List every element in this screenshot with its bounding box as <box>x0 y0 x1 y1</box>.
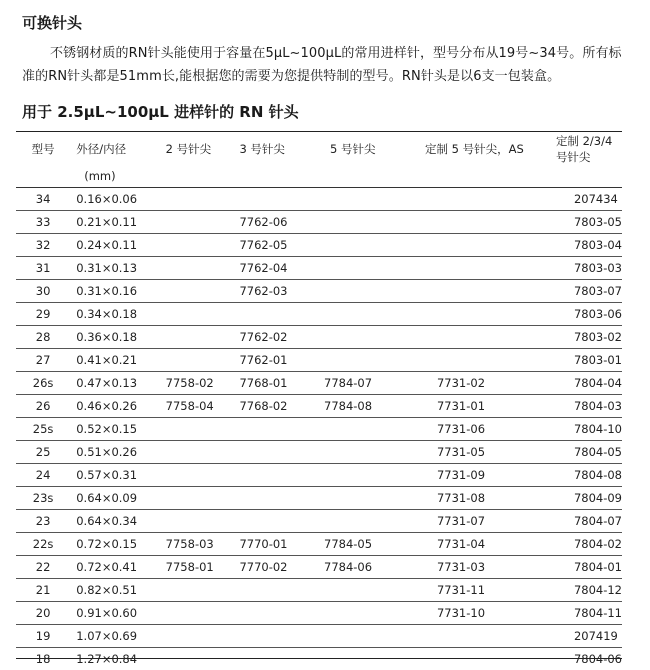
cell-od-id: 0.51×0.26 <box>70 441 159 464</box>
cell-custom-tip-5-as: 7731-03 <box>417 556 548 579</box>
cell-custom-tip-234: 7803-07 <box>548 280 622 303</box>
cell-tip-5 <box>318 234 417 257</box>
cell-tip-2 <box>160 579 234 602</box>
cell-tip-5 <box>318 625 417 648</box>
cell-tip-3: 7770-02 <box>233 556 318 579</box>
cell-od-id: 0.64×0.09 <box>70 487 159 510</box>
page-title: 可换针头 <box>22 14 83 32</box>
cell-tip-3 <box>233 188 318 211</box>
cell-tip-5 <box>318 464 417 487</box>
cell-model: 22s <box>16 533 70 556</box>
header-unit-row <box>16 165 622 188</box>
cell-tip-2: 7758-01 <box>160 556 234 579</box>
cell-tip-3: 7762-06 <box>233 211 318 234</box>
cell-custom-tip-234: 7804-11 <box>548 602 622 625</box>
cell-custom-tip-5-as: 7731-07 <box>417 510 548 533</box>
cell-tip-3 <box>233 602 318 625</box>
table-top-rule <box>16 131 622 132</box>
cell-tip-5 <box>318 326 417 349</box>
table-row <box>16 395 622 418</box>
cell-custom-tip-5-as: 7731-06 <box>417 418 548 441</box>
table-body <box>16 188 622 670</box>
cell-od-id: 0.82×0.51 <box>70 579 159 602</box>
cell-tip-3 <box>233 464 318 487</box>
table-header <box>16 133 622 188</box>
cell-od-id: 0.16×0.06 <box>70 188 159 211</box>
header-row <box>16 133 622 165</box>
cell-od-id: 0.91×0.60 <box>70 602 159 625</box>
cell-tip-2 <box>160 441 234 464</box>
table-row <box>16 303 622 326</box>
cell-tip-2 <box>160 625 234 648</box>
cell-custom-tip-5-as <box>417 349 548 372</box>
cell-custom-tip-5-as <box>417 280 548 303</box>
cell-model: 25s <box>16 418 70 441</box>
cell-tip-2: 7758-03 <box>160 533 234 556</box>
cell-tip-2 <box>160 326 234 349</box>
cell-custom-tip-234: 7804-08 <box>548 464 622 487</box>
cell-model: 23s <box>16 487 70 510</box>
cell-od-id: 0.21×0.11 <box>70 211 159 234</box>
cell-custom-tip-234: 7803-04 <box>548 234 622 257</box>
cell-custom-tip-234: 7804-09 <box>548 487 622 510</box>
cell-custom-tip-234: 7804-07 <box>548 510 622 533</box>
cell-od-id: 0.47×0.13 <box>70 372 159 395</box>
cell-custom-tip-5-as: 7731-08 <box>417 487 548 510</box>
cell-tip-2: 7758-02 <box>160 372 234 395</box>
cell-tip-2 <box>160 349 234 372</box>
cell-od-id: 0.64×0.34 <box>70 510 159 533</box>
cell-tip-3: 7770-01 <box>233 533 318 556</box>
cell-custom-tip-234: 7803-06 <box>548 303 622 326</box>
cell-model: 18 <box>16 648 70 670</box>
cell-tip-5: 7784-05 <box>318 533 417 556</box>
cell-model: 32 <box>16 234 70 257</box>
cell-custom-tip-5-as: 7731-01 <box>417 395 548 418</box>
cell-od-id: 0.36×0.18 <box>70 326 159 349</box>
cell-tip-2 <box>160 487 234 510</box>
cell-od-id: 0.31×0.13 <box>70 257 159 280</box>
cell-tip-2 <box>160 211 234 234</box>
cell-model: 28 <box>16 326 70 349</box>
cell-tip-2 <box>160 280 234 303</box>
cell-od-id: 0.72×0.41 <box>70 556 159 579</box>
cell-model: 22 <box>16 556 70 579</box>
table-row <box>16 533 622 556</box>
cell-tip-5 <box>318 303 417 326</box>
table-row <box>16 510 622 533</box>
cell-model: 23 <box>16 510 70 533</box>
cell-tip-2 <box>160 602 234 625</box>
table-row <box>16 326 622 349</box>
cell-tip-5 <box>318 211 417 234</box>
cell-custom-tip-234: 7803-02 <box>548 326 622 349</box>
cell-tip-5: 7784-06 <box>318 556 417 579</box>
cell-tip-3 <box>233 487 318 510</box>
cell-custom-tip-234: 7803-05 <box>548 211 622 234</box>
cell-custom-tip-234: 207434 <box>548 188 622 211</box>
cell-tip-2: 7758-04 <box>160 395 234 418</box>
cell-tip-5 <box>318 602 417 625</box>
cell-tip-5 <box>318 510 417 533</box>
cell-od-id: 0.31×0.16 <box>70 280 159 303</box>
cell-custom-tip-234: 7804-05 <box>548 441 622 464</box>
cell-model: 24 <box>16 464 70 487</box>
cell-custom-tip-5-as: 7731-10 <box>417 602 548 625</box>
cell-model: 34 <box>16 188 70 211</box>
needle-table <box>16 133 622 670</box>
cell-custom-tip-234: 7803-01 <box>548 349 622 372</box>
cell-tip-3: 7762-02 <box>233 326 318 349</box>
cell-tip-2 <box>160 188 234 211</box>
cell-custom-tip-5-as <box>417 326 548 349</box>
cell-tip-5 <box>318 441 417 464</box>
cell-model: 29 <box>16 303 70 326</box>
table-row <box>16 372 622 395</box>
table-row <box>16 464 622 487</box>
col-header-od-id: 外径/内径 <box>76 142 127 156</box>
table-row <box>16 602 622 625</box>
cell-tip-5 <box>318 579 417 602</box>
cell-tip-3: 7762-04 <box>233 257 318 280</box>
cell-model: 26 <box>16 395 70 418</box>
cell-od-id: 1.27×0.84 <box>70 648 159 670</box>
cell-model: 20 <box>16 602 70 625</box>
cell-custom-tip-5-as: 7731-02 <box>417 372 548 395</box>
cell-od-id: 1.07×0.69 <box>70 625 159 648</box>
cell-custom-tip-234: 207419 <box>548 625 622 648</box>
cell-model: 26s <box>16 372 70 395</box>
cell-tip-2 <box>160 510 234 533</box>
cell-od-id: 0.52×0.15 <box>70 418 159 441</box>
table-row <box>16 556 622 579</box>
cell-od-id: 0.24×0.11 <box>70 234 159 257</box>
cell-custom-tip-5-as <box>417 188 548 211</box>
cell-custom-tip-234: 7804-01 <box>548 556 622 579</box>
cell-tip-2 <box>160 303 234 326</box>
table-row <box>16 349 622 372</box>
col-header-model: 型号 <box>31 142 55 156</box>
cell-custom-tip-5-as: 7731-04 <box>417 533 548 556</box>
cell-custom-tip-234: 7803-03 <box>548 257 622 280</box>
cell-model: 21 <box>16 579 70 602</box>
cell-od-id: 0.57×0.31 <box>70 464 159 487</box>
cell-tip-2 <box>160 464 234 487</box>
cell-model: 33 <box>16 211 70 234</box>
cell-tip-3 <box>233 441 318 464</box>
cell-custom-tip-234: 7804-06 <box>548 648 622 670</box>
cell-custom-tip-234: 7804-04 <box>548 372 622 395</box>
table-row <box>16 211 622 234</box>
cell-tip-5 <box>318 188 417 211</box>
table-row <box>16 441 622 464</box>
col-header-custom-tip-5-as: 定制 5 号针尖，AS <box>424 142 524 156</box>
cell-tip-3: 7762-01 <box>233 349 318 372</box>
cell-tip-2 <box>160 418 234 441</box>
cell-model: 27 <box>16 349 70 372</box>
cell-tip-5 <box>318 349 417 372</box>
cell-custom-tip-234: 7804-03 <box>548 395 622 418</box>
cell-custom-tip-5-as <box>417 234 548 257</box>
cell-model: 19 <box>16 625 70 648</box>
cell-custom-tip-234: 7804-10 <box>548 418 622 441</box>
table-row <box>16 257 622 280</box>
cell-custom-tip-5-as <box>417 211 548 234</box>
cell-custom-tip-5-as <box>417 625 548 648</box>
cell-od-id: 0.72×0.15 <box>70 533 159 556</box>
cell-od-id: 0.34×0.18 <box>70 303 159 326</box>
cell-tip-2 <box>160 257 234 280</box>
cell-tip-3 <box>233 510 318 533</box>
cell-tip-2 <box>160 234 234 257</box>
cell-tip-3: 7768-01 <box>233 372 318 395</box>
table-bottom-rule <box>16 658 622 659</box>
cell-custom-tip-5-as <box>417 303 548 326</box>
col-header-tip-3: 3 号针尖 <box>239 142 285 156</box>
cell-od-id: 0.46×0.26 <box>70 395 159 418</box>
cell-custom-tip-5-as: 7731-09 <box>417 464 548 487</box>
col-header-tip-2: 2 号针尖 <box>165 142 212 156</box>
col-header-custom-tip-234: 定制 2/3/4 号针尖 <box>555 134 613 164</box>
cell-model: 30 <box>16 280 70 303</box>
cell-tip-5: 7784-08 <box>318 395 417 418</box>
cell-tip-3 <box>233 579 318 602</box>
table-row <box>16 280 622 303</box>
table-title: 用于 2.5µL~100µL 进样针的 RN 针头 <box>22 103 299 121</box>
cell-custom-tip-5-as <box>417 257 548 280</box>
description-paragraph: 不锈钢材质的RN针头能使用于容量在5µL~100µL的常用进样针，型号分布从19号~34号。所有标准的RN针头都是51mm长,能根据您的需要为您提供特制的型号。RN针头是以6支一包装盒。 <box>22 46 622 84</box>
cell-tip-5 <box>318 280 417 303</box>
cell-model: 25 <box>16 441 70 464</box>
table-row <box>16 418 622 441</box>
cell-tip-5 <box>318 257 417 280</box>
cell-tip-3: 7762-03 <box>233 280 318 303</box>
cell-od-id: 0.41×0.21 <box>70 349 159 372</box>
cell-tip-5: 7784-07 <box>318 372 417 395</box>
cell-custom-tip-5-as: 7731-05 <box>417 441 548 464</box>
cell-tip-3 <box>233 625 318 648</box>
table-row <box>16 234 622 257</box>
cell-tip-3: 7762-05 <box>233 234 318 257</box>
cell-tip-3 <box>233 303 318 326</box>
table-row <box>16 487 622 510</box>
table-row <box>16 625 622 648</box>
table-row <box>16 188 622 211</box>
cell-tip-3 <box>233 418 318 441</box>
table-row <box>16 579 622 602</box>
col-header-tip-5: 5 号针尖 <box>330 142 376 156</box>
cell-tip-5 <box>318 487 417 510</box>
cell-custom-tip-5-as: 7731-11 <box>417 579 548 602</box>
cell-custom-tip-234: 7804-12 <box>548 579 622 602</box>
cell-model: 31 <box>16 257 70 280</box>
cell-tip-5 <box>318 418 417 441</box>
cell-tip-3: 7768-02 <box>233 395 318 418</box>
col-header-unit: (mm) <box>84 169 116 183</box>
cell-custom-tip-234: 7804-02 <box>548 533 622 556</box>
